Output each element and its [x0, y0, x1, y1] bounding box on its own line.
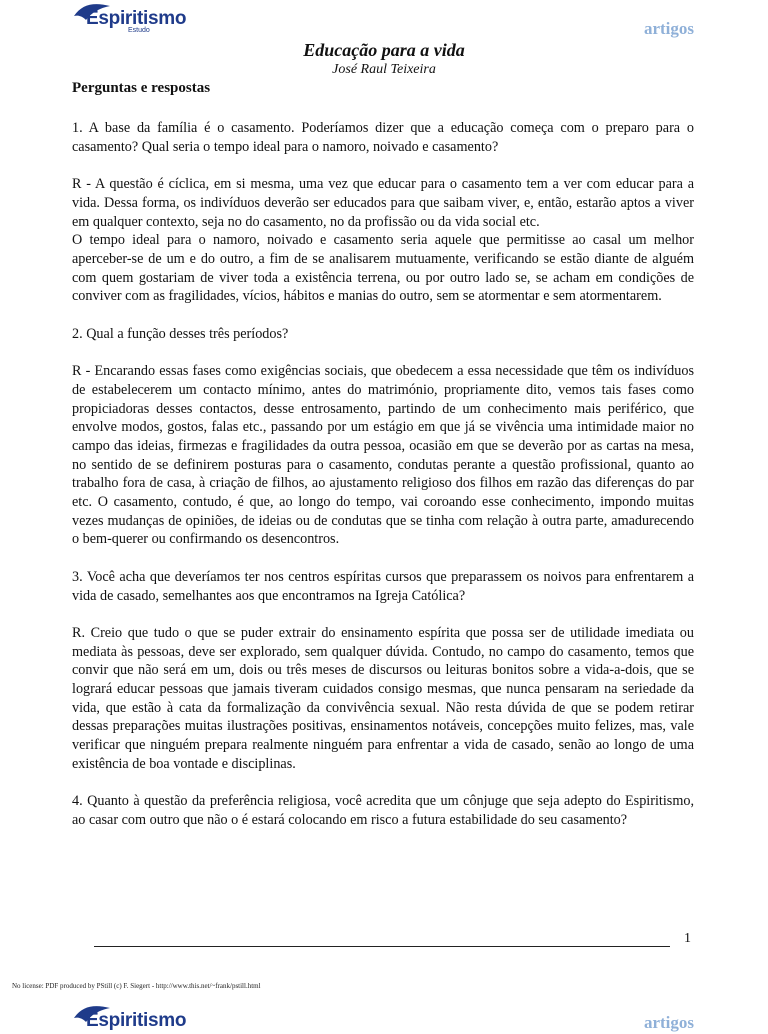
footer-rule — [94, 946, 670, 947]
section-tag: artigos — [643, 19, 694, 38]
next-page-section-tag: artigos — [643, 1013, 694, 1032]
answer-1a: R - A questão é cíclica, em si mesma, uma vez que educar para o casamento tem a ver com educar para a vida. Dessa forma, os indivíduos deverão ser educados para que saibam viver, e, então, estarão aptos a viver em qualquer contexto, seja no do casamento, no da profissão ou da vida social etc. — [72, 176, 694, 230]
next-page-logo — [72, 1004, 192, 1034]
answer-2: R - Encarando essas fases como exigências sociais, que obedecem a essa necessidade que têm os indivíduos de estabelecerem um contacto mínimo, antes do matrimónio, propriamente dito, vemos tais fases como propiciadoras desses contactos, desse entrosamento, partindo de um conhecimento mais periférico, que envolve modos, gostos, falas etc., passando por um estágio em que já se vivência uma intimidade maior no campo das ideias, firmezas e fragilidades da outra pessoa, ocasião em que se deverão por as cartas na mesa, no sentido de se definirem posturas para o casamento, condutas perante a questão profissional, quanto ao trabalho fora de casa, à criação de filhos, ao ajustamento religioso dos filhos em razão das diferenças do par etc. O casamento, contudo, é que, ao longo do tempo, vai coroando esse conhecimento, impondo muitas vezes mudanças de opiniões, de ideias ou de condutas que se tinha com relação à outra parte, amadurecendo o bem-querer ou confirmando os desencontros. — [72, 363, 694, 548]
question-4: 4. Quanto à questão da preferência religiosa, você acredita que um cônjuge que seja adepto do Espiritismo, ao casar com outro que não o é estará colocando em risco a futura estabilidade do seu casamento? — [72, 793, 694, 828]
answer-1b: O tempo ideal para o namoro, noivado e casamento seria aquele que permitisse ao casal um melhor aperceber-se de um e do outro, a fim de se analisarem mutuamente, verificando se estão diante de alguém com quem gostariam de viver toda a existência terrena, ou por outro lado se, se acham em condições de conviver com as fragilidades, vícios, hábitos e manias do outro, sem se atormentar e sem atormentarem. — [72, 232, 694, 305]
section-heading: Perguntas e respostas — [72, 80, 211, 96]
question-1: 1. A base da família é o casamento. Poderíamos dizer que a educação começa com o preparo para o casamento? Qual seria o tempo ideal para o namoro, noivado e casamento? — [72, 120, 694, 155]
site-logo — [72, 2, 192, 32]
logo-text: Espiritismo — [86, 1010, 187, 1031]
article-title: Educação para a vida — [303, 40, 465, 60]
logo-text: Espiritismo — [86, 8, 187, 29]
answer-3: R. Creio que tudo o que se puder extrair do ensinamento espírita que possa ser de utilidade imediata ou mediata às pessoas, deve ser explorado, sem qualquer dúvida. Contudo, no campo do casamento, temos que convir que não será em um, dois ou três meses de discursos ou leituras bonitos sobre a vida-a-dois, que se logrará educar pessoas que jamais tiveram cuidados consigo mesmas, que nunca pensaram na seriedade da vida, que estão à cata da formalização da convivência sexual. Não resta dúvida de que se podem retirar dessas preparações muitas ilustrações positivas, ensinamentos notáveis, concepções muito felizes, mas, vale verificar que ninguém prepara realmente ninguém para enfrentar a vida de casado, senão ao longo de uma existência de boa vontade e disciplinas. — [72, 624, 694, 772]
article-author: José Raul Teixeira — [332, 62, 436, 77]
question-2: 2. Qual a função desses três períodos? — [72, 325, 289, 342]
logo-subtext: Estudo — [128, 27, 150, 34]
question-3: 3. Você acha que deveríamos ter nos centros espíritas cursos que preparassem os noivos para enfrentarem a vida de casado, semelhantes aos que encontramos na Igreja Católica? — [72, 568, 694, 604]
page-number: 1 — [684, 931, 691, 946]
article-body — [72, 119, 694, 848]
license-note: No license: PDF produced by PStill (c) F. Siegert - http://www.this.net/~frank/pstill.html — [12, 982, 261, 990]
